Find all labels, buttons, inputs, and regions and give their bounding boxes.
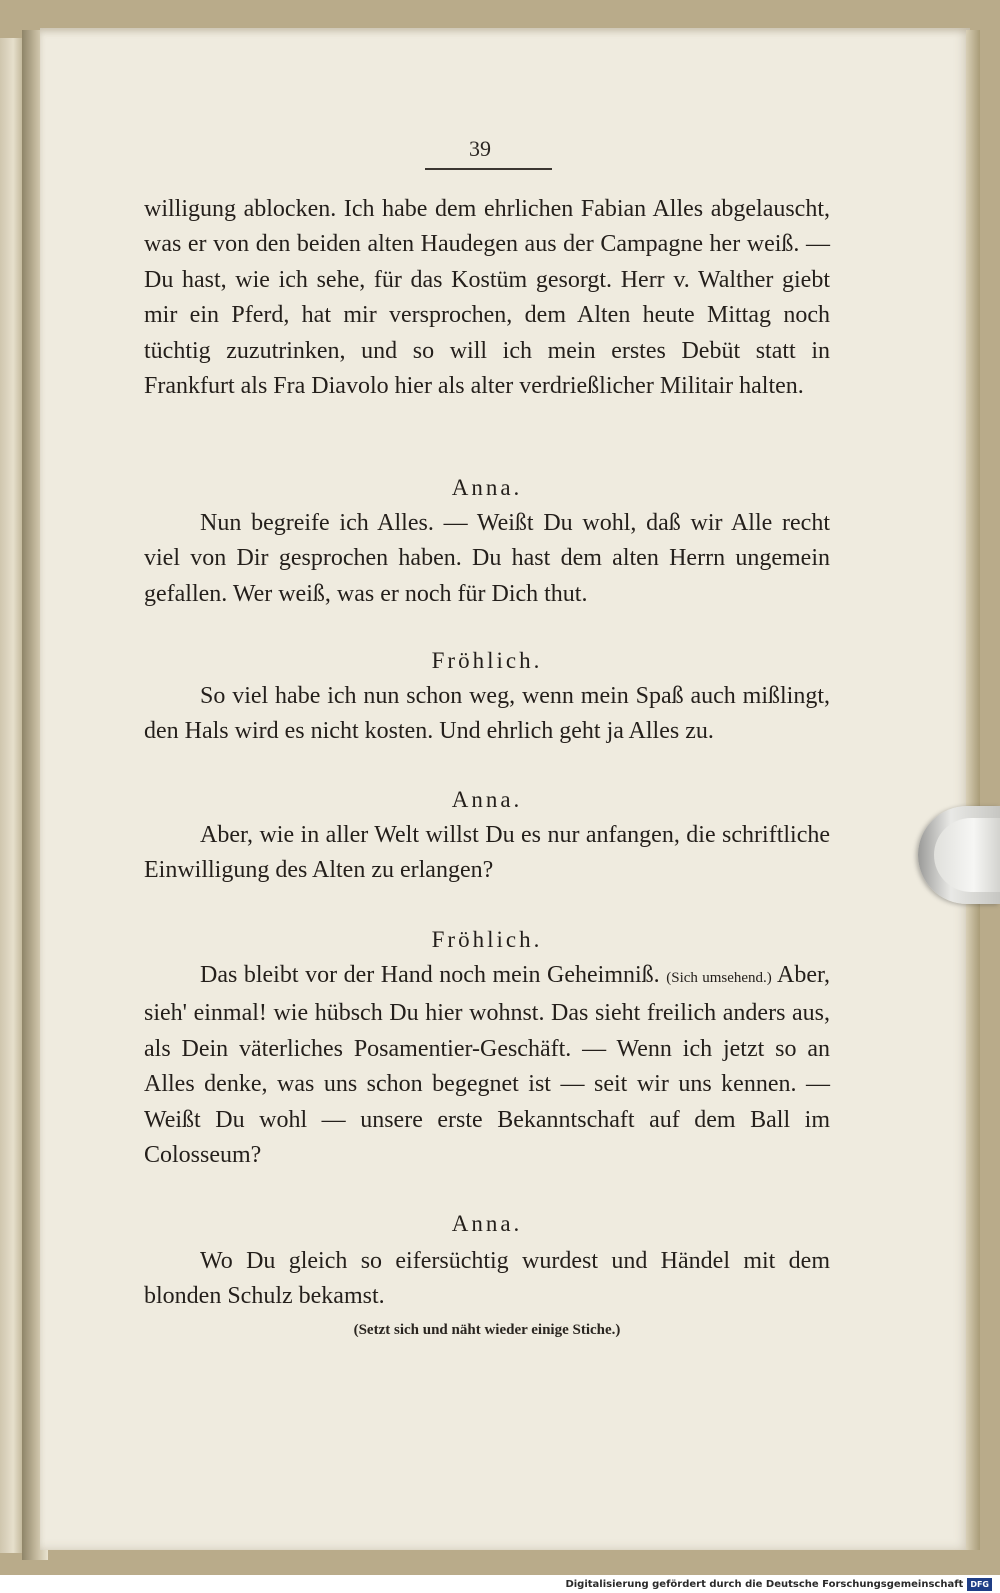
page-clip-highlight [934, 818, 1000, 892]
speaker-name: Fröhlich. [431, 648, 543, 673]
speech-block [144, 679, 830, 750]
speech-block [144, 818, 830, 889]
speech-text: Aber, wie in aller Welt willst Du es nur anfangen, die schriftliche Einwilligung des Alten zu erlangen? [144, 822, 830, 884]
page-number-rule [425, 168, 552, 170]
speaker-name: Fröhlich. [431, 927, 543, 952]
left-page-edge [0, 38, 24, 1553]
speaker-name: Anna. [451, 1211, 523, 1236]
speaker-name: Anna. [451, 787, 523, 812]
speech-text-before: Das bleibt vor der Hand noch mein Geheimniß. [200, 962, 660, 988]
speech-block [144, 958, 830, 1173]
page-number: 39 [469, 136, 491, 161]
speech-text-after: Aber, sieh' einmal! wie hübsch Du hier wohnst. Das sieht freilich anders aus, als Dein väterliches Posamentier-Geschäft. — Wenn ich jetzt so an Alles denke, was uns schon begegnet ist — seit wir uns kennen. — Weißt Du wohl — unsere erste Bekanntschaft auf dem Ball im Colosseum? [144, 962, 830, 1169]
speech-text: Wo Du gleich so eifersüchtig wurdest und Händel mit dem blonden Schulz bekamst. [144, 1248, 830, 1310]
stage-direction-inline: (Sich umsehend.) [666, 970, 772, 986]
speech-text: willigung ablocken. Ich habe dem ehrlichen Fabian Alles abgelauscht, was er von den beiden alten Haudegen aus der Campagne her weiß. — Du hast, wie ich sehe, für das Kostüm gesorgt. Herr v. Walther giebt mir ein Pferd, hat mir versprochen, dem Alten heute Mittag noch tüchtig zuzutrinken, und so will ich mein erstes Debüt statt in Frankfurt als Fra Diavolo hier als alter verdrießlicher Militair halten. [144, 196, 830, 400]
right-page-edge [966, 30, 980, 1550]
speech-block [144, 506, 830, 612]
speech-block [144, 1244, 830, 1315]
speech-text [144, 958, 830, 1173]
dfg-logo: DFG [967, 1578, 992, 1591]
speaker-name: Anna. [451, 475, 523, 500]
speech-text: Nun begreife ich Alles. — Weißt Du wohl, daß wir Alle recht viel von Dir gesprochen haben. Du hast dem alten Herrn ungemein gefallen. Wer weiß, was er noch für Dich thut. [144, 510, 830, 607]
footer-text: Digitalisierung gefördert durch die Deutsche Forschungsgemeinschaft [565, 1578, 964, 1590]
digitization-footer [565, 1577, 992, 1591]
speech-text: So viel habe ich nun schon weg, wenn mein Spaß auch mißlingt, den Hals wird es nicht kosten. Und ehrlich geht ja Alles zu. [144, 683, 830, 745]
speech-block [144, 192, 830, 404]
stage-direction: (Setzt sich und näht wieder einige Stiche.) [353, 1322, 621, 1338]
